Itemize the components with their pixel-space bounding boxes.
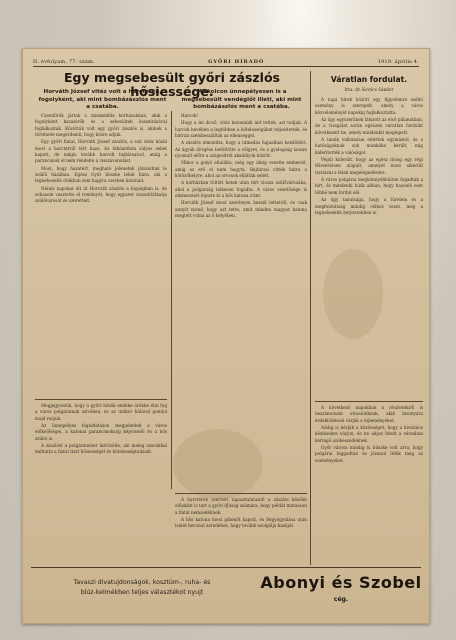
paragraph: A harctéren szerzett tapasztalatairól a zászlós később előadást is tart a győri ifjúság számára, hogy példát mutasson a fiatal nemzedéknek.	[175, 497, 307, 515]
side-byline: Irta: dr. Kovács Sándor	[344, 87, 394, 92]
paragraph: Hogy a mi dicső, vitéz katonáink mit tettek, azt tudjuk. A harcok hevében a legtöbben a kötelességüket teljesítették, és bátran szembeszálltak az ellenséggel.	[175, 120, 307, 139]
paragraph: Horváth József most szerényen beszél tetteiről, és csak annyit mond, hogy azt tette, amit minden magyar katona megtett volna az ő helyében.	[175, 200, 307, 219]
side-column	[315, 97, 423, 397]
paragraph: Az ünnepélyes fogadtatáson megjelentek a város előkelőségei, a katonai parancsnokság képviselői és a hős szülei is.	[35, 423, 167, 441]
ad-company-suffix: cég.	[333, 596, 349, 603]
paragraph: Most, hogy hazatért, megható jelenetek játszódtak le szülői házában. Egész Győr büszke lehet fiára, aki a legnehezebb órákban sem hagyta cserben katonáit.	[35, 165, 167, 184]
side-column-lower	[315, 405, 423, 563]
main-subtitle	[37, 89, 307, 112]
paragraph: Az ügy egyszerűnek látszott az első pillanatban, de a vizsgálat során egészen váratlan fordulat következett be, amely mindenkit meglepett.	[315, 117, 423, 135]
paragraph: Harcok!	[181, 113, 199, 118]
main-column-2	[175, 113, 307, 489]
paragraph: Mikor a golyó eltalálta, még egy ideig vezette embereit, amíg az erő el nem hagyta. Bajtársai vitték hátra a kötözőhelyre, ahol az orvosok ellátták sebét.	[175, 160, 307, 179]
advertisement	[31, 567, 421, 617]
subtitle-left: Horváth József vitéz volt a harctéren, fogolyként, aki mint bombázászlós ment a csatába.	[38, 89, 167, 110]
paragraph: A város polgárai megkönnyebbülten fogadták a hírt, és mindenki bízik abban, hogy hasonló eset többé nem fordul elő.	[315, 177, 423, 195]
page-header	[33, 57, 419, 67]
ad-tagline-line-1: Tavaszi divatujdonságok, kosztüm-, ruha- és	[73, 579, 211, 586]
column-divider	[310, 71, 311, 565]
paragraph: Megjegyezzük, hogy a győri hősök emléke örökké élni fog a város polgárainak szívében, és az utókor hálával gondol majd reájuk.	[35, 403, 167, 421]
paragraph: A hős katona most pihenőt kapott, és felgyógyulása után ismét bevonul ezredéhez, hogy tovább szolgálja hazáját.	[175, 517, 307, 529]
subtitle-right: Miskolcon ünnepélyesen is a megsebesült vendéglőt illeti, aki mint bombázászlós ment a csatába.	[181, 89, 302, 110]
paragraph: Egy győri fiatal, Horváth József zászlós, a sok vitéz közül most a harctérről tért haza. Az ütközetben súlyos sebet kapott, de mégis tovább harcolt bajtársaival, amíg a parancsnok el nem rendelte a visszavonulást.	[35, 139, 167, 164]
paragraph: A következő napokban a részletekről is beszámolunk olvasóinknak, akik bizonyára érdeklődéssel várják a fejleményeket.	[315, 405, 423, 423]
paragraph: A zászlóst a polgármester üdvözölte, aki meleg szavakkal méltatta a fiatal tiszt hősiességét és kötelességtudását.	[35, 443, 167, 455]
paragraph: Addig is kérjük a közönséget, hogy a hivatalos közlésekre várjon, és ne adjon hitelt a városban keringő szóbeszédeknek.	[315, 425, 423, 443]
paragraph: A kórházban töltött hetek után tért vissza szülővárosába, ahol a polgárság lelkesen fogadta. A város vezetősége is elismerését fejezte ki a hős katona iránt.	[175, 180, 307, 199]
column-divider	[171, 111, 172, 489]
newspaper-page	[22, 48, 430, 624]
section-divider	[175, 493, 307, 494]
section-divider	[315, 401, 423, 402]
paragraph: Az ügy tanulsága, hogy a türelem és a megfontoltság mindig célhoz vezet, még a legnehezebb helyzetekben is.	[315, 197, 423, 215]
paragraph: Végül kiderült, hogy az egész dolog egy régi félreértésen alapult, amelyet most sikerült tisztázni a felek megelégedésére.	[315, 157, 423, 175]
issue-number: II. évfolyam, 77. szám.	[33, 58, 95, 65]
main-headline: Egy megsebesült győri zászlós hősiessége.	[64, 70, 280, 99]
paragraph: A zászlós elmondta, hogy a támadás hajnalban kezdődött. Az ágyúk dörgése betöltötte a völgyet, és a gyalogság lassan nyomult előre a szögesdrót akadályok között.	[175, 140, 307, 159]
masthead: GYŐRI HÍRADÓ	[208, 58, 265, 65]
paragraph: A napi hírek között egy figyelemre méltó esemény is szerepelt, amely a város közvéleményét napokig foglalkoztatta.	[315, 97, 423, 115]
issue-date: 1919. április 4.	[377, 58, 419, 65]
lower-column-1	[35, 403, 167, 563]
ad-company-name: Abonyi és Szobel	[260, 573, 422, 592]
section-divider	[35, 399, 167, 400]
paragraph: Csendőrök jártak a mindenféle kórházakban, akik a fogolyként hazatérők és a sebesültek összeírásával foglalkoztak. Közöttük volt egy győri zászlós is, akinek a története megérdemli, hogy közre adjuk.	[35, 113, 167, 138]
paragraph: Nehéz napokat élt át Horváth zászlós a fogságban is, de sohasem vesztette el reményét, hogy egyszer viszontláthatja szülővárosát és szeretteit.	[35, 185, 167, 204]
side-headline: Váratlan fordulat.	[330, 75, 408, 84]
paragraph: A tanúk vallomásai eltértek egymástól, és a hatóságoknak sok munkába került, míg kiderítették a valóságot.	[315, 137, 423, 155]
main-column-1	[35, 113, 167, 395]
ad-tagline	[37, 578, 247, 598]
ad-tagline-line-2: blúz-kelmékben teljes választékot nyujt	[80, 589, 204, 596]
lower-column-2	[175, 497, 307, 563]
paragraph: Győr városa mindig is büszke volt arra, hogy polgárai higgadtan és józanul ítélik meg az eseményeket.	[315, 445, 423, 463]
